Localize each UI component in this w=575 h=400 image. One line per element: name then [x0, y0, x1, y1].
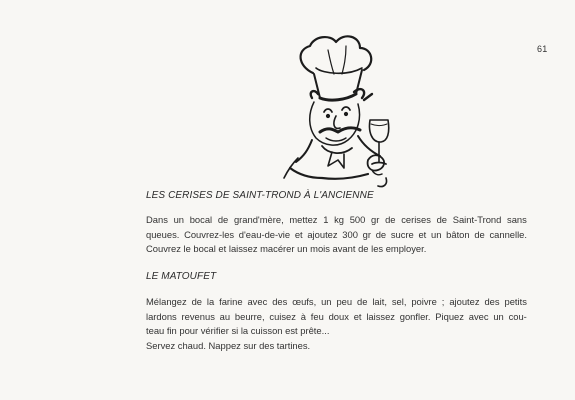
chef-with-wine-glass-icon [268, 28, 418, 193]
recipe-line: Mélangez de la farine avec des œufs, un peu de lait, sel, poivre ; ajoutez des petits [146, 296, 527, 307]
recipe-title-cerises: LES CERISES DE SAINT-TROND À L'ANCIENNE [146, 190, 374, 201]
recipe-line: teau fin pour vérifier si la cuisson est prête... [146, 325, 330, 337]
page-number: 61 [537, 44, 548, 54]
recipe-text-matoufet [146, 295, 527, 353]
recipe-text-cerises [146, 213, 527, 257]
recipe-title-matoufet: LE MATOUFET [146, 271, 217, 282]
recipe-line: Dans un bocal de grand'mère, mettez 1 kg 500 gr de cerises de Saint-Trond sans [146, 214, 527, 225]
recipe-line: lardons revenus au beurre, cuisez à feu doux et laissez gonfler. Piquez avec un cou- [146, 310, 527, 322]
recipe-line: queues. Couvrez-les d'eau-de-vie et ajoutez 300 gr de sucre et un bâton de cannelle. [146, 228, 527, 240]
recipe-line: Couvrez le bocal et laissez macérer un mois avant de les employer. [146, 243, 427, 255]
recipe-line: Servez chaud. Nappez sur des tartines. [146, 339, 311, 351]
